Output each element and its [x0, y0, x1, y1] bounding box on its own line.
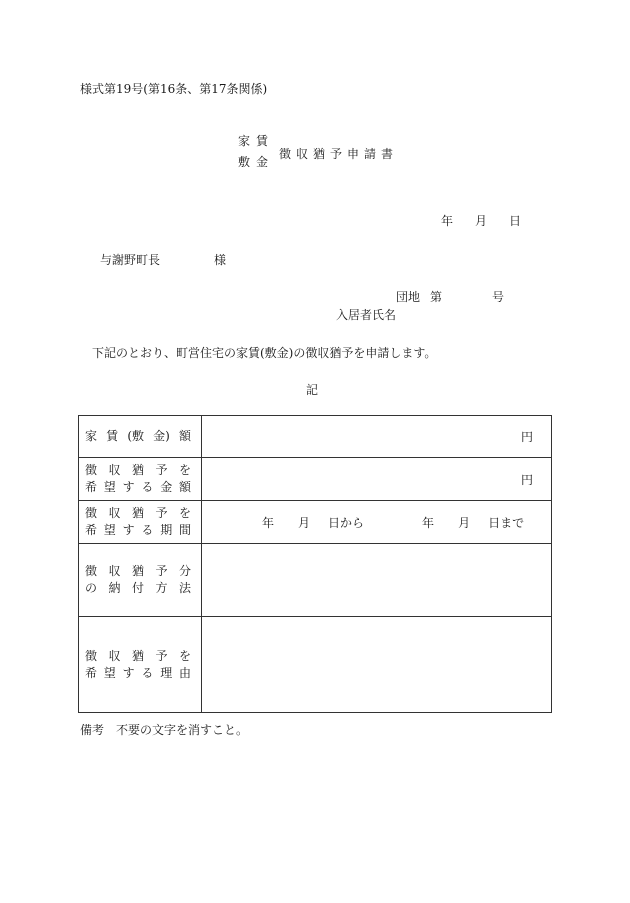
- label-deferral-reason: [79, 617, 202, 713]
- label-char: 希: [85, 480, 98, 494]
- label-char: を: [178, 506, 191, 520]
- label-char: 金): [153, 429, 170, 443]
- label-char: 法: [178, 581, 191, 595]
- period-until: 日まで: [488, 515, 525, 530]
- title-options: [238, 131, 274, 173]
- addressee-name: 与謝野町長: [100, 253, 161, 267]
- table-row: [79, 416, 552, 458]
- label-char: 家: [85, 429, 98, 443]
- yen-unit: 円: [520, 472, 533, 487]
- label-char: 付: [131, 581, 144, 595]
- label-char: (敷: [127, 429, 144, 443]
- label-deferral-amount: [79, 458, 202, 501]
- label-char: 猶: [131, 463, 144, 477]
- label-char: 収: [108, 648, 121, 663]
- label-char: 理: [160, 665, 173, 680]
- label-char: 猶: [131, 648, 144, 663]
- note-label: 備考: [80, 723, 105, 737]
- label-char: る: [141, 480, 154, 494]
- date-line: [441, 212, 521, 229]
- table-row: [79, 544, 552, 617]
- note: [80, 721, 248, 738]
- period-month-2: 月: [458, 515, 471, 530]
- label-char: の: [85, 581, 98, 595]
- ki-heading: 記: [306, 383, 319, 397]
- label-char: 望: [103, 665, 116, 680]
- form-number: 様式第19号(第16条、第17条関係): [80, 82, 268, 96]
- yen-unit: 円: [520, 430, 533, 444]
- table-row: [79, 617, 552, 713]
- label-char: す: [122, 523, 135, 537]
- label-char: 収: [108, 463, 121, 477]
- label-chars: [85, 665, 191, 682]
- table-row: [79, 501, 552, 544]
- label-char: す: [122, 665, 135, 680]
- date-year: 年: [441, 214, 454, 228]
- label-chars: [85, 580, 191, 597]
- value-deferral-reason: [202, 617, 552, 713]
- label-chars: [85, 522, 191, 539]
- value-deferral-period: [202, 501, 552, 544]
- label-char: 予: [155, 648, 168, 663]
- danchi-line: [396, 288, 504, 305]
- label-char: る: [141, 665, 154, 680]
- label-char: 予: [155, 506, 168, 520]
- label-char: 徴: [85, 648, 98, 663]
- label-deferral-period: [79, 501, 202, 544]
- label-char: を: [178, 463, 191, 477]
- date-day: 日: [509, 214, 522, 228]
- label-chars: [85, 563, 191, 580]
- label-char: 望: [103, 480, 116, 494]
- label-char: 間: [178, 523, 191, 537]
- period-year-2: 年: [422, 515, 435, 530]
- value-payment-method: [202, 544, 552, 617]
- title-option-rent: 家賃: [238, 134, 275, 148]
- period-year-1: 年: [262, 515, 275, 530]
- note-text: 不要の文字を消すこと。: [116, 723, 249, 737]
- label-char: 金: [160, 480, 173, 494]
- label-char: 期: [160, 523, 173, 537]
- label-char: 収: [108, 564, 121, 578]
- danchi-label: 団地: [396, 290, 421, 304]
- label-chars: [85, 479, 191, 496]
- label-char: 望: [103, 523, 116, 537]
- label-char: 希: [85, 665, 98, 680]
- label-char: を: [178, 648, 191, 663]
- label-char: 希: [85, 523, 98, 537]
- label-chars: [85, 462, 191, 479]
- application-table: [78, 415, 552, 713]
- period-month-1: 月: [298, 515, 311, 530]
- label-char: 徴: [85, 506, 98, 520]
- label-char: 額: [178, 429, 191, 443]
- label-char: す: [122, 480, 135, 494]
- date-month: 月: [475, 214, 488, 228]
- title-option-deposit: 敷金: [238, 155, 275, 169]
- label-char: 額: [178, 480, 191, 494]
- application-statement: 下記のとおり、町営住宅の家賃(敷金)の徴収猶予を申請します。: [92, 346, 437, 360]
- label-rent-amount: [79, 416, 202, 458]
- label-char: 猶: [131, 506, 144, 520]
- document-title: 徴収猶予申請書: [279, 147, 399, 161]
- resident-name-label: 入居者氏名: [336, 308, 397, 322]
- label-char: 賃: [106, 429, 119, 443]
- label-char: 由: [178, 665, 191, 680]
- label-chars: [85, 648, 191, 665]
- value-deferral-amount: [202, 458, 552, 501]
- label-char: 予: [155, 564, 168, 578]
- label-char: 徴: [85, 463, 98, 477]
- period-from: 日から: [328, 515, 365, 530]
- value-rent-amount: [202, 416, 552, 458]
- label-chars: [85, 505, 191, 522]
- label-char: 方: [155, 581, 168, 595]
- label-payment-method: [79, 544, 202, 617]
- label-chars: [85, 428, 191, 445]
- label-char: 収: [108, 506, 121, 520]
- addressee-honorific: 様: [214, 253, 227, 267]
- label-char: 徴: [85, 564, 98, 578]
- table-row: [79, 458, 552, 501]
- dai-label: 第: [430, 290, 443, 304]
- label-char: 納: [108, 581, 121, 595]
- label-char: 予: [155, 463, 168, 477]
- go-label: 号: [492, 290, 505, 304]
- label-char: る: [141, 523, 154, 537]
- addressee: [100, 251, 226, 268]
- label-char: 猶: [131, 564, 144, 578]
- label-char: 分: [178, 564, 191, 578]
